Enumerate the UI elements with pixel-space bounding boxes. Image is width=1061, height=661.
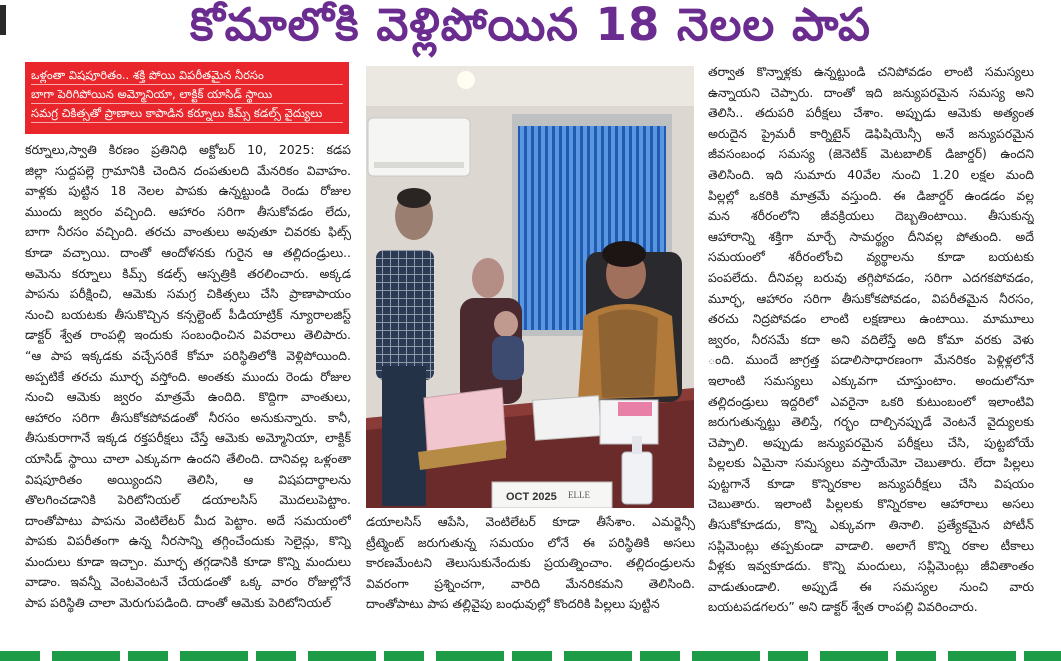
- article-column-left: [25, 140, 351, 614]
- article-text-line: అమెను కర్నూలు కిమ్స్ కడల్స్ ఆస్పత్రికి తరలించారు. అక్కడ: [25, 265, 351, 281]
- subheadline-line: ఒళ్లంతా విషపూరితం.. శక్తి పోయి విపరీతమైన నీరసం: [31, 66, 343, 85]
- article-text-line: జ్వరం, నీరసమే కదా అని వదిలేస్తే అది కోమా వరకు వెళు: [708, 331, 1034, 347]
- next-headline-strip: [0, 651, 1061, 661]
- article-text-line: ఉన్నాయని చెప్పారు. దాంతో ఇది జన్యుపరమైన సమస్య అని: [708, 84, 1034, 100]
- ac-vent: [374, 162, 464, 168]
- photo-illustration: [366, 66, 694, 508]
- article-text-line: తీసుకురాగానే ఇక్కడ రక్తపరీక్షలు చేస్తే ఆమెకు అమ్మోనియా, లాక్టిక్: [25, 430, 351, 446]
- article-text-line: నుంచి బయటకు తీసుకొచ్చిన కన్సల్టెంట్ పీడియాట్రిక్ న్యూరాలజిస్ట్: [25, 306, 351, 322]
- article-text-line: వివరంగా ప్రశ్నించగా, వారిది మేనరికమని తెలిసింది.: [366, 575, 695, 591]
- article-text-line: కారణమేంటని తెలుసుకునేందుకు ప్రయత్నించాం. తల్లిదండ్రులను: [366, 555, 695, 571]
- man-hair: [397, 188, 431, 208]
- subheadline-box: [25, 62, 349, 134]
- article-text-line: జిల్లా సుద్దపల్లె గ్రామానికి చెందిన దంపతులది మేనరికం వివాహం.: [25, 162, 351, 178]
- article-text-line: వీళ్లకు ఇవ్వకూడదు. కొన్ని మందులు, సప్లిమెంట్లు జీవితాంతం: [708, 558, 1034, 574]
- article-text-line: ముందు జ్వరం వచ్చింది. ఆహారం సరిగా తీసుకోవడం లేదు,: [25, 203, 351, 219]
- article-text-line: యాసిడ్ స్థాయి చాలా ఎక్కువగా ఉందని తేలింది. దానివల్ల ఒళ్లంతా: [25, 450, 351, 466]
- child-clothes: [492, 336, 524, 380]
- subheadline-line: సమగ్ర చికిత్సతో ప్రాణాలు కాపాడిన కర్నూలు కిమ్స్ కడల్స్ వైద్యులు: [31, 104, 343, 123]
- calendar-brand-label: ELLE: [568, 490, 590, 500]
- ceiling: [366, 66, 694, 106]
- article-column-middle: [366, 512, 695, 615]
- article-text-line: వాళ్లకు పుట్టిన 18 నెలల పాపకు ఉన్నట్టుండి రెండు రోజుల: [25, 183, 351, 199]
- article-text-line: పాపను పరీక్షించి, ఆమెకు సమగ్ర చికిత్సలు చేసి ప్రాణాపాయం: [25, 286, 351, 302]
- article-text-line: కూడా వచ్చాయి. దాంతో ఆందోళనకు గురైన ఆ తల్లిదండ్రులు..: [25, 244, 351, 260]
- article-text-line: దాంతోపాటు పాపను వెంటిలేటర్ మీద పెట్టాం. అదే సమయంలో: [25, 512, 351, 528]
- article-text-line: తెలిసింది. ఇది సుమారు 40వేల నుంచి 1.20 లక్షల మంది: [708, 166, 1034, 182]
- woman-face-blurred: [472, 258, 504, 298]
- article-text-line: చెప్పాలి. అప్పుడు జన్యుపరమైన పరీక్షలు చేసి, పుట్టబోయే: [708, 434, 1034, 450]
- article-text-line: ంది. ముందే జాగ్రత్త పడాలిసాధారణంగా మేనరికం పెళ్లిళ్లలోనే: [708, 352, 1034, 368]
- article-text-line: వాడాం. ఇవన్నీ వెంటవెంటనే చేయడంతో ఒక్క వారం రోజుల్లోనే: [25, 574, 351, 590]
- article-text-line: కర్నూలు,స్వాతి కిరణం ప్రతినిధి అక్టోబర్ 10, 2025: కడప: [25, 142, 351, 157]
- pink-card: [618, 402, 652, 416]
- article-text-line: విషపూరితం అయ్యిందని తెలిసి, ఆ విషపదార్థాలను: [25, 471, 351, 487]
- article-text-line: జీవసంబంధ సమస్య (జెనెటిక్ మెటబాలిక్ డిజార్డర్) ఉందని: [708, 146, 1034, 162]
- article-text-line: పుట్టగానే కూడా కొన్నిరకాల జన్యుపరీక్షలు చేసి విషయం: [708, 475, 1034, 491]
- headline: కోమాలోకి వెళ్లిపోయిన 18 నెలల పాప: [189, 0, 871, 51]
- article-text-line: తర్వాత కొన్నాళ్లకు ఉన్నట్టుండి చనిపోవడం లాంటి సమస్యలు: [708, 64, 1034, 79]
- shirt-checks: [376, 250, 434, 380]
- paper-sheet: [533, 396, 602, 441]
- article-text-line: డయాలసిస్ ఆపేసి, వెంటిలేటర్ కూడా తీసేశాం. ఎమర్జెన్సీ: [366, 514, 695, 529]
- article-text-line: పిల్లల్లో ఒకరికి మాత్రమే వస్తుంది. ఈ డిజార్డర్ ఉండడం వల్ల: [708, 187, 1034, 203]
- doctor-hair: [602, 241, 646, 267]
- article-text-line: తెలిసి.. తదుపరి పరీక్షలు చేశాం. అప్పుడు ఆమెకు అత్యంత: [708, 105, 1034, 121]
- article-photo: [366, 66, 694, 508]
- article-text-line: ఆహారం సరిగా తీసుకోకపోవడంతో నీరసం అనుకున్నారు. కానీ,: [25, 409, 351, 425]
- article-text-line: తీసుకోకూడదు, కొన్ని ఎక్కువగా తినాలి. ప్రత్యేకమైన పోటీన్: [708, 517, 1034, 533]
- article-text-line: వాడుతుండాలి. అప్పుడే ఈ సమస్యల నుంచి వారు: [708, 578, 1034, 594]
- article-text-line: దాంతోపాటు పాప తల్లివైపు బంధువుల్లో కొందరికి పిల్లలు పుట్టిన: [366, 596, 660, 612]
- article-text-line: మూర్ఛ, ఆహారం సరిగా తీసుకోకపోవడం, విపరీతమైన నీరసం,: [708, 290, 1034, 306]
- article-text-line: నుంచి ఆమెకు జ్వరం మాత్రమే ఉందిది. కొద్దిగా వాంతులు,: [25, 389, 351, 405]
- article-text-line: ఇలాంటి సమస్యలు ఎక్కువగా చూస్తుంటాం. అందులోనూ: [708, 372, 1034, 388]
- child-face-blurred: [494, 311, 518, 337]
- bottle-pump: [632, 436, 642, 454]
- article-text-line: తల్లిదండ్రులు ఇద్దరిలో ఎవరైనా ఒకరి కుటుంబంలో ఇలాంటివి: [708, 393, 1034, 409]
- calendar-month-label: OCT 2025: [506, 491, 557, 503]
- article-text-line: మన శరీరంలోని జీవక్రియలు దెబ్బతింటాయి. తీసుకున్న: [708, 208, 1034, 224]
- article-text-line: పంపలేదు. దీనివల్ల బరువు తగ్గిపోవడం, సరిగా ఎదగకపోవడం,: [708, 269, 1034, 285]
- article-text-line: అరుదైన ప్రైమరీ కార్నిటైన్ డెఫిషియెన్సీ అనే జన్యుపరమైన: [708, 125, 1034, 141]
- article-text-line: బయటపడగలరు” అని డాక్టర్ శ్వేత రాంపల్లి వివరించారు.: [708, 599, 978, 615]
- article-text-line: సప్లిమెంట్లు తప్పకుండా వాడాలి. అలాగే కొన్ని రకాల టీకాలు: [708, 537, 1034, 553]
- article-text-line: చెబుతారు. ఇలాంటి పిల్లలకు కొన్నిరకాల ఆహారాలు అసలు: [708, 496, 1034, 512]
- article-column-right: [708, 62, 1034, 618]
- article-text-line: “ఆ పాప ఇక్కడకు వచ్చేసరికే కోమా పరిస్థితిలోకి వెళ్లిపోయింది.: [25, 347, 351, 363]
- article-text-line: ట్రీట్మెంట్ జరుగుతున్న సమయం లోనే ఈ పరిస్థితికి అసలు: [366, 534, 695, 550]
- article-text-line: తరచు నిద్రపోవడం లాంటి లక్షణాలు ఉంటాయి. మామూలు: [708, 311, 1034, 327]
- article-text-line: జరుగుతున్నట్టు తెలిస్తే, గర్భం దాల్చినప్పుడే వెంటనే వైద్యులకు: [708, 414, 1034, 430]
- saree-pattern: [598, 309, 658, 398]
- article-text-line: అప్పటికే తరచు మూర్ఛ వస్తోంది. అంతకు ముందు రెండు రోజుల: [25, 368, 351, 384]
- sanitizer-bottle: [622, 452, 652, 504]
- subheadline-line: బాగా పెరిగిపోయిన అమ్మోనియా, లాక్టిక్ యాసిడ్ స్థాయి: [31, 85, 343, 104]
- article-text-line: మందులు కూడా ఇచ్చాం. మూర్ఛ తగ్గడానికి కూడా కొన్ని మందులు: [25, 553, 351, 569]
- article-text-line: ఆహారాన్ని శక్తిగా మార్చే సామర్థ్యం దీనివల్ల పోతుంది. అదే: [708, 228, 1034, 244]
- article-text-line: పాపకు విపరీతంగా ఉన్న నీరసాన్ని తగ్గించేందుకు సెలైన్లు, కొన్ని: [25, 533, 351, 549]
- article-text-line: సమయంలో శరీరంలోంచి వ్యర్థాలను కూడా బయటకు: [708, 249, 1034, 265]
- article-text-line: డాక్టర్ శ్వేత రాంపల్లి ఇందుకు సంబంధించిన వివరాలు తెలిపారు.: [25, 327, 351, 343]
- article-text-line: పిల్లలకు ఏమైనా సమస్యలు వస్తాయేమో చెబుతారు. లేదా పిల్లలు: [708, 455, 1034, 471]
- article-text-line: బాగా నీరసం వచ్చింది. తరచు వాంతులు అవుతూ చివరకు ఫిట్స్: [25, 224, 351, 240]
- article-text-line: తొలగించడానికి పెరిటోనియల్ డయాలసిస్ మొదలుపెట్టాం.: [25, 492, 351, 508]
- man-trousers: [382, 366, 426, 506]
- ceiling-light: [457, 71, 475, 89]
- article-text-line: పాప పరిస్థితి చాలా మెరుగుపడింది. దాంతో ఆమెకు పెరిటోనియల్: [25, 595, 332, 611]
